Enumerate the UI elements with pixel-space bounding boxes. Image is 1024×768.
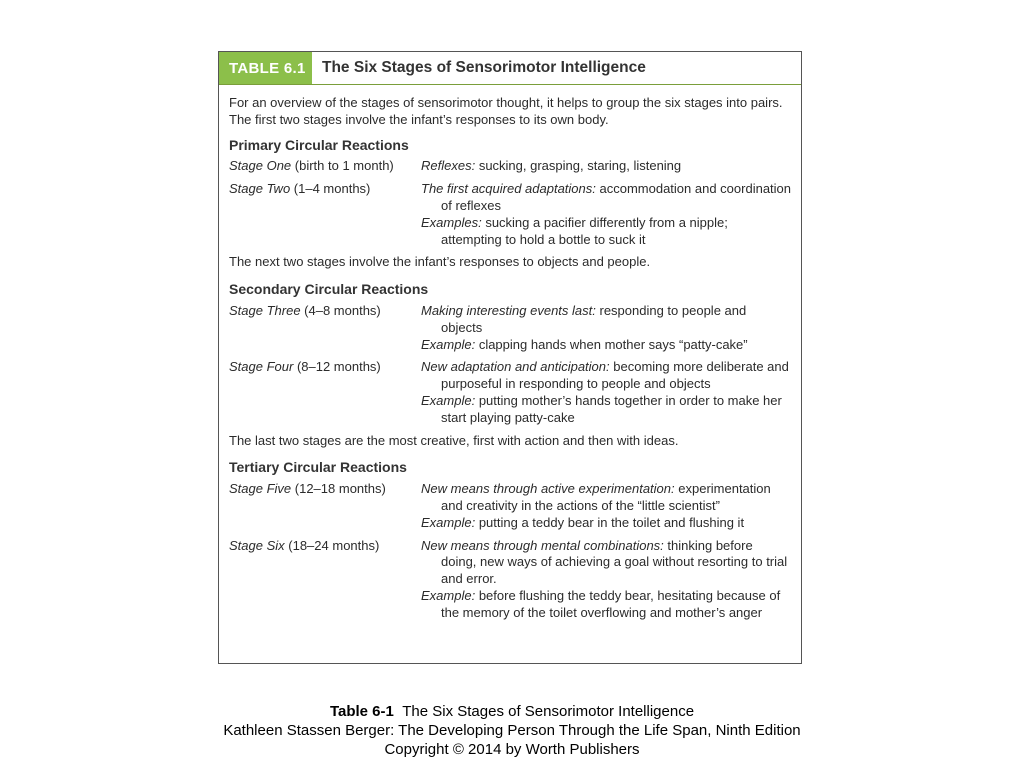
description-line (421, 303, 791, 337)
stage-name: Stage Six (229, 537, 285, 553)
description-term: Example: (421, 336, 476, 352)
description-term: New adaptation and anticipation: (421, 359, 610, 375)
description-term: Example: (421, 587, 476, 603)
stage-name: Stage Five (229, 481, 292, 497)
stage-description (421, 181, 791, 248)
table-header (219, 52, 801, 85)
description-text: thinking before doing, new ways of achieving a goal without resorting to trial and error. (441, 537, 788, 587)
description-term: Making interesting events last: (421, 302, 596, 318)
caption-title: The Six Stages of Sensorimotor Intelligence (402, 703, 695, 720)
description-text: becoming more deliberate and purposeful in responding to people and objects (441, 359, 789, 392)
stage-row (229, 181, 791, 248)
stage-label (229, 538, 421, 622)
stage-age: (8–12 months) (293, 359, 381, 375)
stage-age: (12–18 months) (291, 481, 386, 497)
table-intro: For an overview of the stages of sensorimotor thought, it helps to group the six stages into pairs. The first two stages involve the infant’s responses to its own body. (229, 95, 783, 127)
transition-text: The last two stages are the most creative, first with action and then with ideas. (229, 432, 679, 448)
stage-row (229, 538, 791, 622)
description-line (421, 181, 791, 215)
stage-description (421, 481, 791, 531)
stage-label (229, 181, 421, 248)
stage-description (421, 303, 791, 353)
description-text: sucking a pacifier differently from a nipple; attempting to hold a bottle to suck it (441, 214, 728, 247)
stage-age: (1–4 months) (290, 181, 371, 197)
stage-age: (18–24 months) (284, 537, 380, 553)
stage-description (421, 359, 791, 426)
caption-line-2: Kathleen Stassen Berger: The Developing Person Through the Life Span, Ninth Edition (223, 722, 801, 739)
description-line (421, 215, 791, 249)
description-line (421, 393, 791, 427)
stage-row (229, 303, 791, 353)
stage-label (229, 359, 421, 426)
stage-description (421, 538, 791, 622)
description-text: experimentation and creativity in the actions of the “little scientist” (441, 481, 771, 513)
caption-label: Table 6-1 (329, 703, 394, 720)
description-text: putting a teddy bear in the toilet and flushing it (475, 514, 745, 530)
stage-label (229, 481, 421, 531)
description-term: Reflexes: (421, 158, 476, 174)
description-text: sucking, grasping, staring, listening (475, 158, 682, 174)
stage-description (421, 158, 791, 175)
table-title: The Six Stages of Sensorimotor Intelligence (322, 59, 646, 76)
description-term: New means through active experimentation: (421, 481, 675, 497)
caption-line-1 (0, 702, 1024, 721)
description-term: Example: (421, 514, 476, 530)
stage-age: (birth to 1 month) (291, 158, 394, 174)
sensorimotor-table (218, 51, 802, 664)
description-text: accommodation and coordination of reflexes (441, 181, 792, 213)
description-term: New means through mental combinations: (421, 537, 664, 553)
description-text: clapping hands when mother says “patty-cake” (475, 336, 748, 352)
description-line (421, 538, 791, 588)
description-text: before flushing the teddy bear, hesitating because of the memory of the toilet overflowing and mother’s anger (441, 587, 781, 620)
transition-text: The next two stages involve the infant’s responses to objects and people. (229, 254, 651, 270)
table-label: TABLE 6.1 (219, 52, 312, 84)
description-text: responding to people and objects (441, 302, 747, 335)
stage-name: Stage One (229, 158, 292, 174)
table-body (219, 85, 801, 622)
section-heading: Primary Circular Reactions (229, 136, 409, 153)
stage-name: Stage Two (229, 181, 291, 197)
stage-row (229, 158, 791, 175)
stage-label (229, 303, 421, 353)
description-line (421, 337, 791, 354)
table-sections (229, 137, 791, 622)
description-term: The first acquired adaptations: (421, 181, 596, 197)
slide-caption (0, 702, 1024, 759)
section-heading: Secondary Circular Reactions (229, 281, 429, 298)
stage-row (229, 481, 791, 531)
description-text: putting mother’s hands together in order to make her start playing patty-cake (441, 392, 782, 425)
description-term: Examples: (421, 214, 482, 230)
description-line (421, 158, 791, 175)
stage-name: Stage Four (229, 359, 294, 375)
stage-row (229, 359, 791, 426)
description-term: Example: (421, 392, 476, 408)
section-heading: Tertiary Circular Reactions (229, 459, 407, 476)
description-line (421, 515, 791, 532)
stage-age: (4–8 months) (300, 302, 381, 318)
stage-label (229, 158, 421, 175)
stage-name: Stage Three (229, 302, 301, 318)
description-line (421, 588, 791, 622)
caption-line-3: Copyright © 2014 by Worth Publishers (384, 741, 640, 758)
description-line (421, 481, 791, 515)
description-line (421, 359, 791, 393)
